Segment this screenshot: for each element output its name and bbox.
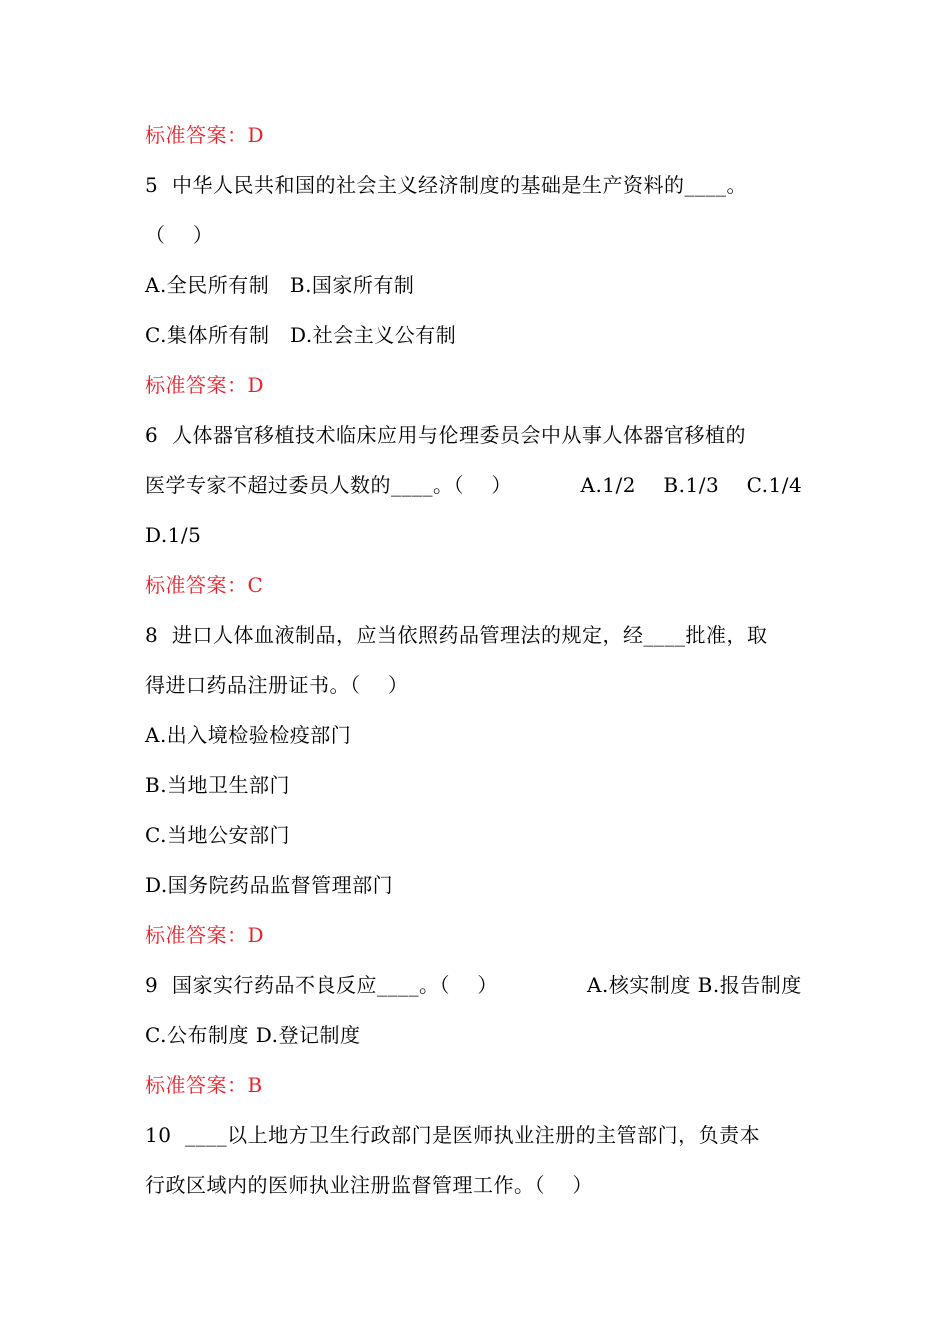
question-8-option-d: D.国务院药品监督管理部门 bbox=[145, 873, 394, 897]
question-6-text-cont: 医学专家不超过委员人数的____。（ ） A.1/2 B.1/3 C.1/4 bbox=[145, 473, 803, 497]
question-6-option-d: D.1/5 bbox=[145, 523, 202, 547]
answer-line: 标准答案：C bbox=[145, 573, 264, 597]
question-6-text: 6 人体器官移植技术临床应用与伦理委员会中从事人体器官移植的 bbox=[145, 423, 746, 447]
answer-line: 标准答案：B bbox=[145, 1073, 263, 1097]
question-9-options-cd: C.公布制度 D.登记制度 bbox=[145, 1023, 361, 1047]
question-10-text-cont: 行政区域内的医师执业注册监督管理工作。（ ） bbox=[145, 1173, 593, 1197]
question-8-text-cont: 得进口药品注册证书。（ ） bbox=[145, 673, 409, 697]
question-5-options-cd: C.集体所有制 D.社会主义公有制 bbox=[145, 323, 457, 347]
question-9-text: 9 国家实行药品不良反应____。（ ） A.核实制度 B.报告制度 bbox=[145, 973, 802, 997]
question-5-options-ab: A.全民所有制 B.国家所有制 bbox=[145, 273, 415, 297]
question-5-bracket: （ ） bbox=[145, 223, 214, 247]
question-8-option-b: B.当地卫生部门 bbox=[145, 773, 291, 797]
answer-line: 标准答案：D bbox=[145, 373, 265, 397]
question-8-text: 8 进口人体血液制品，应当依照药品管理法的规定，经____批准，取 bbox=[145, 623, 768, 647]
question-8-option-a: A.出入境检验检疫部门 bbox=[145, 723, 352, 747]
question-5-text: 5 中华人民共和国的社会主义经济制度的基础是生产资料的____。 bbox=[145, 173, 747, 197]
answer-line: 标准答案：D bbox=[145, 123, 265, 147]
answer-line: 标准答案：D bbox=[145, 923, 265, 947]
question-10-text: 10 ____以上地方卫生行政部门是医师执业注册的主管部门，负责本 bbox=[145, 1123, 761, 1147]
question-8-option-c: C.当地公安部门 bbox=[145, 823, 290, 847]
